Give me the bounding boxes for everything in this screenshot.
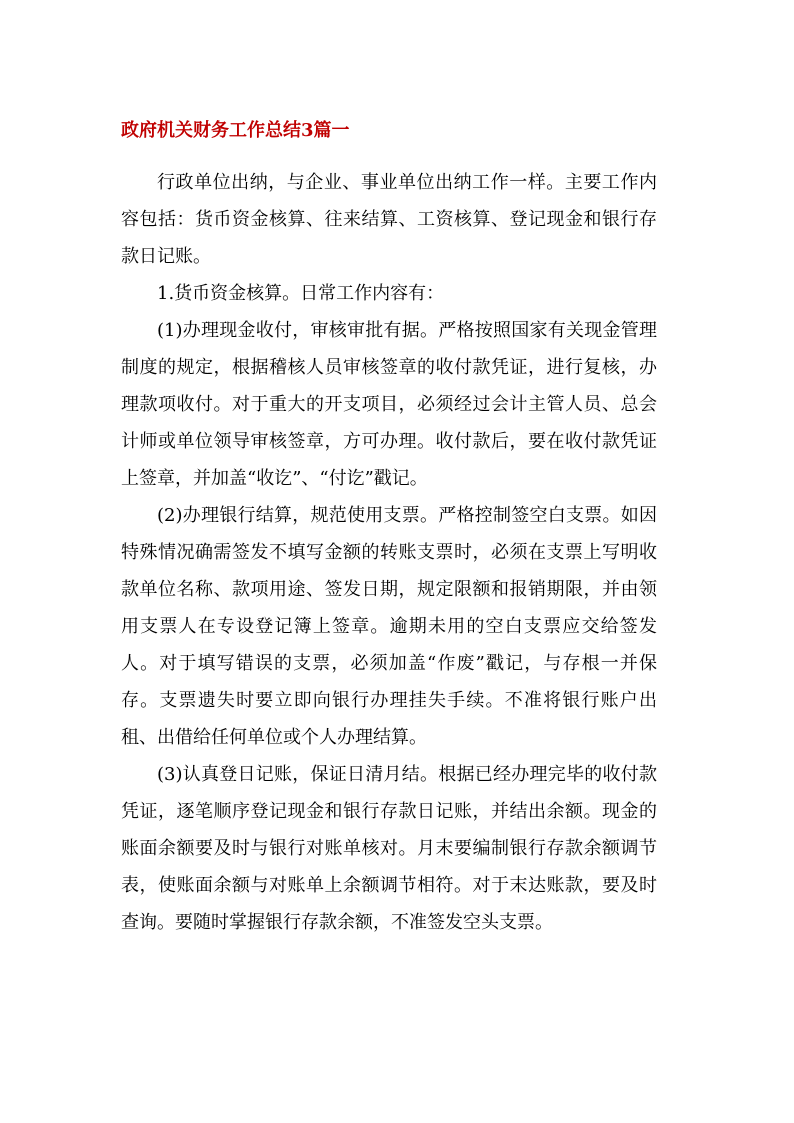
paragraph-intro: 行政单位出纳，与企业、事业单位出纳工作一样。主要工作内容包括：货币资金核算、往来结算、工资核算、登记现金和银行存款日记账。 — [121, 172, 657, 267]
paragraph-section-1: 1.货币资金核算。日常工作内容有： — [157, 283, 445, 304]
document-body — [121, 164, 657, 941]
paragraph-item-1: (1)办理现金收付，审核审批有据。严格按照国家有关现金管理制度的规定，根据稽核人员审核签章的收付款凭证，进行复核，办理款项收付。对于重大的开支项目，必须经过会计主管人员、总会计师或单位领导审核签章，方可办理。收付款后，要在收付款凭证上签章，并加盖“收讫”、“付讫”戳记。 — [121, 320, 657, 489]
document-title: 政府机关财务工作总结3篇一 — [121, 120, 350, 141]
paragraph-item-2: (2)办理银行结算，规范使用支票。严格控制签空白支票。如因特殊情况确需签发不填写金额的转账支票时，必须在支票上写明收款单位名称、款项用途、签发日期，规定限额和报销期限，并由领用支票人在专设登记簿上签章。逾期未用的空白支票应交给签发人。对于填写错误的支票，必须加盖“作废”戳记，与存根一并保存。支票遗失时要立即向银行办理挂失手续。不准将银行账户出租、出借给任何单位或个人办理结算。 — [121, 505, 657, 748]
paragraph-item-3: (3)认真登日记账，保证日清月结。根据已经办理完毕的收付款凭证，逐笔顺序登记现金和银行存款日记账，并结出余额。现金的账面余额要及时与银行对账单核对。月末要编制银行存款余额调节表，使账面余额与对账单上余额调节相符。对于末达账款，要及时查询。要随时掌握银行存款余额，不准签发空头支票。 — [121, 764, 657, 933]
